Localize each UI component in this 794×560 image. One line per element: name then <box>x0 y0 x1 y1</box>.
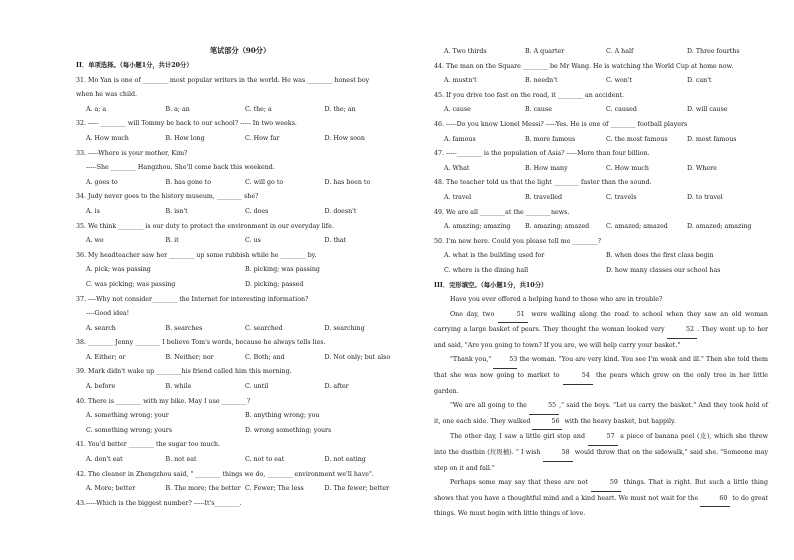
blank-57[interactable]: 57 <box>588 430 618 446</box>
option[interactable]: D. the; an <box>324 105 356 113</box>
option[interactable]: D. doesn't <box>324 207 357 215</box>
question-31: 31. Mo Yan is one of ________ most popular writers in the world. He was ________ honest boy <box>76 76 370 84</box>
option[interactable]: A. pick; was passing <box>86 266 151 274</box>
option[interactable]: C. us <box>245 237 261 245</box>
cloze-paragraph-1: Have you ever offered a helping hand to those who are in trouble? <box>450 296 663 304</box>
question-48: 48. The teacher told us that the light ________ faster than the sound. <box>434 179 652 187</box>
options-50-row2 <box>434 264 768 279</box>
options-33 <box>76 176 404 191</box>
question-36: 36. My headteacher saw her ________ up some rubbish while he ________ by. <box>76 251 317 259</box>
option[interactable]: B. needn't <box>525 77 558 85</box>
option[interactable]: B. How many <box>525 164 568 172</box>
option[interactable]: B. How long <box>165 134 205 142</box>
question-40: 40. There is ________ with my bike. May I use ________? <box>76 397 251 405</box>
option[interactable]: C. caused <box>606 106 637 114</box>
option[interactable]: B. Neither; nor <box>165 353 214 361</box>
question-47: 47. -----________ is the population of Asia? -----More than four billion. <box>434 150 650 158</box>
option[interactable]: B. more famous <box>525 135 576 143</box>
option[interactable]: B. a; an <box>165 105 190 113</box>
option[interactable]: C. amazed; amazed <box>606 223 668 231</box>
options-50-row1 <box>434 249 768 264</box>
question-34: 34. Judy never goes to the history museum, ________ she? <box>76 193 259 201</box>
cloze-paragraph-3: "Thank you," 53 the woman. "You are very kind. You see I'm weak and ill." Then she told them that she was now going to market to 54 the pears which grew on the only tree in her little garden. <box>434 353 768 399</box>
question-46: 46. -----Do you know Lionel Messi? -----Yes. He is one of ________ football players <box>434 120 688 128</box>
question-49: 49. We are all ________at the ________news. <box>434 208 570 216</box>
options-46 <box>434 133 768 148</box>
option[interactable]: A. is <box>86 207 100 215</box>
option[interactable]: B. A quarter <box>525 48 565 55</box>
option[interactable]: D. can't <box>687 77 712 85</box>
option[interactable]: A. travel <box>444 193 472 201</box>
option[interactable]: B. when does the first class begin <box>606 252 714 260</box>
option[interactable]: D. how many classes our school has <box>606 266 721 274</box>
question-43: 43.-----Which is the biggest number? -----It's________. <box>76 499 242 507</box>
option[interactable]: A. something wrong; your <box>86 412 169 420</box>
question-31-cont: when he was child. <box>76 91 138 99</box>
blank-54[interactable]: 54 <box>563 369 593 385</box>
blank-51[interactable]: 51 <box>498 308 528 324</box>
page-title: 笔试部分（90分） <box>209 46 271 55</box>
option[interactable]: D. not eating <box>324 456 366 464</box>
section-heading: II．单项选择。（每小题1分，共计20分） <box>76 62 193 69</box>
option[interactable]: C. where is the dining hall <box>444 266 529 274</box>
option[interactable]: D. most famous <box>687 135 737 143</box>
option[interactable]: A. How much <box>86 134 129 142</box>
option[interactable]: B. picking; was passing <box>245 266 320 274</box>
option[interactable]: A. Either; or <box>86 353 126 361</box>
options-48 <box>434 191 768 206</box>
option[interactable]: B. The more; the better <box>165 485 241 493</box>
option[interactable]: D. Not only; but also <box>324 353 391 361</box>
option[interactable]: B. not eat <box>165 456 197 464</box>
option[interactable]: C. Fewer; The less <box>245 485 304 493</box>
option[interactable]: C. something wrong; yours <box>86 426 173 434</box>
option[interactable]: A. before <box>86 383 116 391</box>
option[interactable]: A. goes to <box>86 178 118 186</box>
option[interactable]: A. don't eat <box>86 456 123 464</box>
option[interactable]: D. amazed; amazing <box>687 223 752 231</box>
option[interactable]: C. travels <box>606 193 637 201</box>
options-32 <box>76 132 404 147</box>
options-45 <box>434 103 768 118</box>
option[interactable]: C. was picking; was passing <box>86 280 176 288</box>
option[interactable]: A. amazing; amazing <box>444 223 511 231</box>
blank-53[interactable]: 53 <box>493 353 517 369</box>
option[interactable]: D. How soon <box>324 134 365 142</box>
option[interactable]: C. won't <box>606 77 633 85</box>
blank-58[interactable]: 58 <box>543 446 573 462</box>
option[interactable]: A. what is the building used for <box>444 252 545 260</box>
cloze-paragraph-6: Perhaps some may say that these are not 59 things. That is right. But such a little thing shows that you have a thoughtful mind and a kind heart. We must not wait for the 60 to do great things. We must begin with little things of love. <box>434 476 768 522</box>
question-37: 37. ----Why not consider________ the Internet for interesting information? <box>76 295 309 303</box>
option[interactable]: C. until <box>245 383 269 391</box>
blank-55[interactable]: 55 <box>529 399 559 415</box>
options-40-row2 <box>76 424 404 439</box>
options-40-row1 <box>76 409 404 424</box>
blank-60[interactable]: 60 <box>700 492 730 508</box>
blank-56[interactable]: 56 <box>532 415 562 431</box>
option[interactable]: B. searches <box>165 324 203 332</box>
option[interactable]: D. picking; passed <box>245 280 304 288</box>
options-31 <box>76 103 404 118</box>
question-37-reply: ----Good idea! <box>86 310 130 318</box>
options-39 <box>76 380 404 395</box>
question-50: 50. I'm new here. Could you please tell me ________? <box>434 237 602 245</box>
option[interactable]: D. The fewer; better <box>324 485 390 493</box>
blank-52[interactable]: 52 <box>667 323 697 339</box>
options-36-row1 <box>76 263 404 278</box>
option[interactable]: B. anything wrong; you <box>245 412 320 420</box>
option[interactable]: D. Where <box>687 164 717 172</box>
options-35 <box>76 234 404 249</box>
option[interactable]: A. search <box>86 324 116 332</box>
option[interactable]: D. will cause <box>687 106 728 114</box>
option[interactable]: C. the; a <box>245 105 272 113</box>
option[interactable]: B. isn't <box>165 207 188 215</box>
question-42: 42. The cleaner in Zhengzhou said, " ________ things we do, ________ environment we'll have". <box>76 470 374 478</box>
option[interactable]: A. we <box>86 237 104 245</box>
options-36-row2 <box>76 278 404 293</box>
question-33: 33. -----Where is your mother, Kim? <box>76 149 188 157</box>
option[interactable]: D. wrong something; yours <box>245 426 332 434</box>
question-38: 38. ________ Jenny ________ I believe Tom's words, because he always tells lies. <box>76 339 326 347</box>
option[interactable]: B. has gone to <box>165 178 212 186</box>
option[interactable]: A. famous <box>444 135 476 143</box>
option[interactable]: B. travelled <box>525 193 562 201</box>
question-32: 32. ----- ________ will Tommy be back to our school? ----- In two weeks. <box>76 120 297 128</box>
options-42 <box>76 482 404 497</box>
right-column <box>434 45 768 522</box>
options-47 <box>434 162 768 177</box>
option[interactable]: C. Both; and <box>245 353 285 361</box>
option[interactable]: B. cause <box>525 106 552 114</box>
option[interactable]: D. that <box>324 237 347 245</box>
question-39: 39. Mark didn't wake up ________his friend called him this morning. <box>76 368 292 376</box>
options-43 <box>434 45 768 60</box>
cloze-paragraph-5: The other day, I saw a little girl stop and 57 a piece of banana peel (皮), which she threw into the dustbin (垃圾桶). " I wish 58 would throw that on the sidewalk," said she. "Someone may step on it and fall." <box>434 430 768 476</box>
question-45: 45. If you drive too fast on the road, it ________ an accident. <box>434 91 625 99</box>
question-44: 44. The man on the Square ________ be Mr Wang. He is watching the World Cup at home now. <box>434 62 734 70</box>
option[interactable]: A. cause <box>444 106 471 114</box>
option[interactable]: C. searched <box>245 324 283 332</box>
options-34 <box>76 205 404 220</box>
question-41: 41. You'd better ________ the sugar too much. <box>76 441 221 449</box>
option[interactable]: C. does <box>245 207 269 215</box>
option[interactable]: D. searching <box>324 324 365 332</box>
option[interactable]: C. A half <box>606 48 634 55</box>
option[interactable]: A. mustn't <box>444 77 477 85</box>
option[interactable]: C. not to eat <box>245 456 285 464</box>
options-37 <box>76 322 404 337</box>
option[interactable]: D. to travel <box>687 193 723 201</box>
option[interactable]: D. Three fourths <box>687 48 740 55</box>
options-41 <box>76 453 404 468</box>
options-44 <box>434 74 768 89</box>
option[interactable]: B. it <box>165 237 179 245</box>
blank-59[interactable]: 59 <box>591 476 621 492</box>
cloze-paragraph-2: One day, two 51 were walking along the road to school when they saw an old woman carrying a large basket of pears. They thought the woman looked very 52 . They went up to her and said, "Are you going to town? If you are, we will help carry your basket." <box>434 308 768 354</box>
option[interactable]: C. How much <box>606 164 649 172</box>
option[interactable]: A. Two thirds <box>444 48 487 55</box>
option[interactable]: B. while <box>165 383 192 391</box>
option[interactable]: C. will go to <box>245 178 284 186</box>
option[interactable]: C. How far <box>245 134 280 142</box>
question-35: 35. We think ________ is our duty to protect the environment in our everyday life. <box>76 222 334 230</box>
option[interactable]: D. after <box>324 383 349 391</box>
options-49 <box>434 220 768 235</box>
question-33-reply: -----She ________ Hangzhou. She'll come back this weekend. <box>86 164 275 172</box>
cloze-paragraph-4: "We are all going to the 55 ," said the boys. "Let us carry the basket." And they took hold of it, one each side. They walked 56 with the heavy basket, but happily. <box>434 399 768 430</box>
option[interactable]: A. More; better <box>86 485 136 493</box>
option[interactable]: A. a; a <box>86 105 107 113</box>
option[interactable]: C. the most famous <box>606 135 668 143</box>
section-heading-cloze: III．完形填空。（每小题1分，共10分） <box>434 281 548 289</box>
option[interactable]: D. has been to <box>324 178 371 186</box>
left-column <box>76 44 404 511</box>
option[interactable]: B. amazing; amazed <box>525 223 590 231</box>
option[interactable]: A. What <box>444 164 470 172</box>
options-38 <box>76 351 404 366</box>
